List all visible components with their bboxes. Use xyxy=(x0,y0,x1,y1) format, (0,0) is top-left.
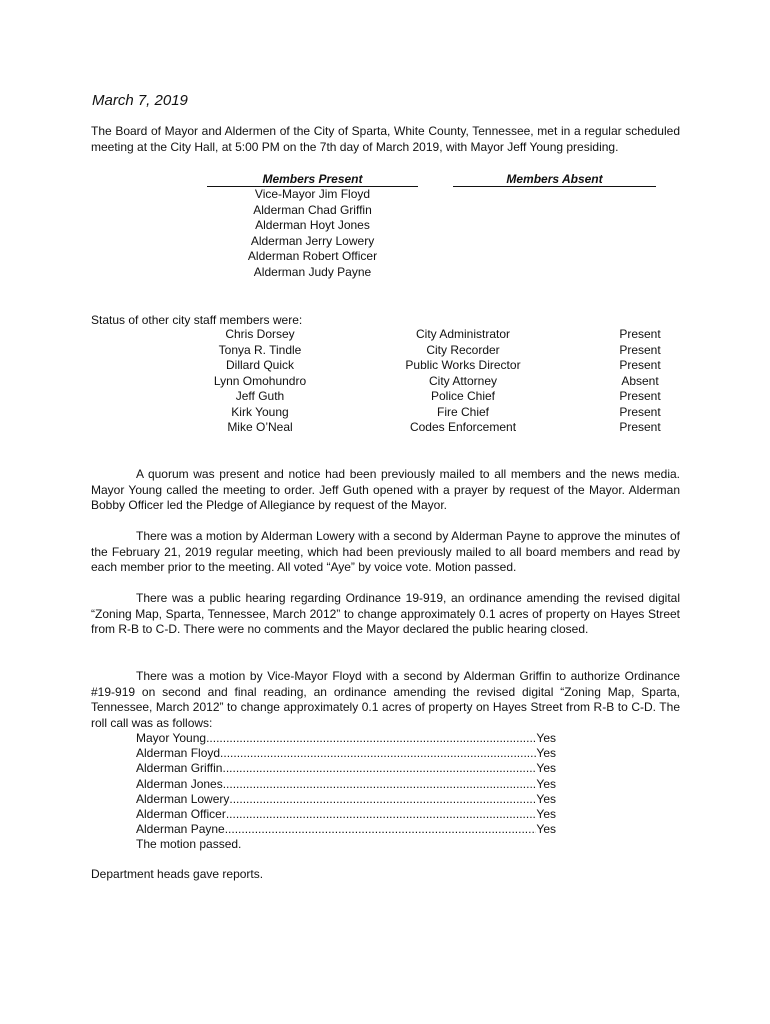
staff-row xyxy=(0,389,770,405)
vote-value: Yes xyxy=(536,746,556,761)
voter-name: Mayor Young xyxy=(136,731,207,745)
staff-title-cell: Fire Chief xyxy=(436,404,489,419)
staff-name: Lynn Omohundro xyxy=(213,373,307,388)
member-present: Vice-Mayor Jim Floyd xyxy=(254,187,371,201)
staff-row xyxy=(0,405,770,421)
roll-call-entry xyxy=(136,807,556,822)
vote-value: Yes xyxy=(536,791,556,806)
members-absent-header: Members Absent xyxy=(453,172,656,187)
members-present-list xyxy=(207,187,418,281)
leader-dots xyxy=(226,807,537,822)
staff-row xyxy=(0,343,770,359)
voter-name: Alderman Griffin xyxy=(136,761,223,776)
staff-name: Kirk Young xyxy=(231,404,289,419)
voter-name: Alderman Lowery xyxy=(136,791,230,806)
staff-row xyxy=(0,358,770,374)
leader-dots xyxy=(223,777,537,792)
staff-title-cell: City Recorder xyxy=(426,342,500,357)
roll-call-entry xyxy=(136,822,556,837)
staff-table xyxy=(0,327,770,436)
staff-name: Dillard Quick xyxy=(225,358,294,372)
staff-status: Present xyxy=(619,327,661,341)
staff-title-cell: Codes Enforcement xyxy=(409,420,517,434)
voter-name: Alderman Payne xyxy=(136,822,225,837)
ordinance-paragraph: There was a motion by Vice-Mayor Floyd with a second by Alderman Griffin to authorize Ordinance #19-919 on second and final reading, an ordinance amending the revised digital “Zoning Map, Sparta, Tennessee, March 2012” to change approximately 0.1 acres of property on Hayes Street from R-B to C-D. The roll call was as follows: xyxy=(91,669,680,730)
vote-value: Yes xyxy=(536,822,556,837)
voter-name: Alderman Jones xyxy=(136,776,223,791)
leader-dots xyxy=(206,731,536,746)
staff-name: Chris Dorsey xyxy=(225,327,295,341)
member-present: Alderman Jerry Lowery xyxy=(250,233,375,248)
roll-call-entry xyxy=(136,792,556,807)
staff-name: Jeff Guth xyxy=(235,389,285,403)
roll-call-entry xyxy=(136,746,556,761)
voter-name: Alderman Officer xyxy=(136,807,226,822)
staff-title-cell: City Administrator xyxy=(415,327,511,341)
staff-title-cell: City Attorney xyxy=(428,373,498,388)
staff-status: Absent xyxy=(621,373,659,388)
vote-value: Yes xyxy=(536,731,556,745)
leader-dots xyxy=(229,792,536,807)
voter-name: Alderman Floyd xyxy=(136,746,221,761)
staff-row xyxy=(0,420,770,436)
staff-title: Status of other city staff members were: xyxy=(91,313,303,327)
roll-call-list xyxy=(136,731,556,853)
staff-status: Present xyxy=(619,358,661,372)
leader-dots xyxy=(220,746,536,761)
member-present: Alderman Chad Griffin xyxy=(253,202,372,217)
staff-status: Present xyxy=(619,389,661,403)
vote-value: Yes xyxy=(536,807,556,822)
motion-result: The motion passed. xyxy=(136,837,242,852)
vote-value: Yes xyxy=(536,761,556,776)
minutes-paragraph: There was a motion by Alderman Lowery with a second by Alderman Payne to approve the minutes of the February 21, 2019 regular meeting, which had been previously mailed to all board members and read by each member prior to the meeting. All voted “Aye” by voice vote. Motion passed. xyxy=(91,529,680,574)
member-present: Alderman Hoyt Jones xyxy=(255,218,370,233)
member-present: Alderman Judy Payne xyxy=(253,264,372,279)
roll-call-entry xyxy=(136,761,556,776)
staff-row xyxy=(0,327,770,343)
member-present: Alderman Robert Officer xyxy=(247,249,378,264)
staff-status: Present xyxy=(619,420,661,434)
intro-paragraph: The Board of Mayor and Aldermen of the City of Sparta, White County, Tennessee, met in a regular scheduled meeting at the City Hall, at 5:00 PM on the 7th day of March 2019, with Mayor Jeff Young presiding. xyxy=(91,124,680,154)
staff-status: Present xyxy=(619,342,661,357)
meeting-date: March 7, 2019 xyxy=(92,92,188,109)
staff-name: Tonya R. Tindle xyxy=(218,342,302,357)
roll-call-entry xyxy=(136,731,556,746)
staff-status: Present xyxy=(619,404,661,419)
leader-dots xyxy=(222,761,536,776)
quorum-paragraph: A quorum was present and notice had been previously mailed to all members and the news media. Mayor Young called the meeting to order. Jeff Guth opened with a prayer by request of the Mayor. Alderman Bobby Officer led the Pledge of Allegiance by request of the Mayor. xyxy=(91,467,680,512)
staff-title-cell: Police Chief xyxy=(430,389,496,403)
closing-line: Department heads gave reports. xyxy=(91,867,264,881)
leader-dots xyxy=(225,822,537,837)
staff-row xyxy=(0,374,770,390)
members-present-header: Members Present xyxy=(207,172,418,187)
public-hearing-paragraph: There was a public hearing regarding Ordinance 19-919, an ordinance amending the revised digital “Zoning Map, Sparta, Tennessee, March 2012” to change approximately 0.1 acres of property on Hayes Street from R-B to C-D. There were no comments and the Mayor declared the public hearing closed. xyxy=(91,591,680,636)
roll-call-entry xyxy=(136,777,556,792)
staff-title-cell: Public Works Director xyxy=(405,358,521,372)
vote-value: Yes xyxy=(536,776,556,791)
staff-name: Mike O’Neal xyxy=(227,420,293,434)
